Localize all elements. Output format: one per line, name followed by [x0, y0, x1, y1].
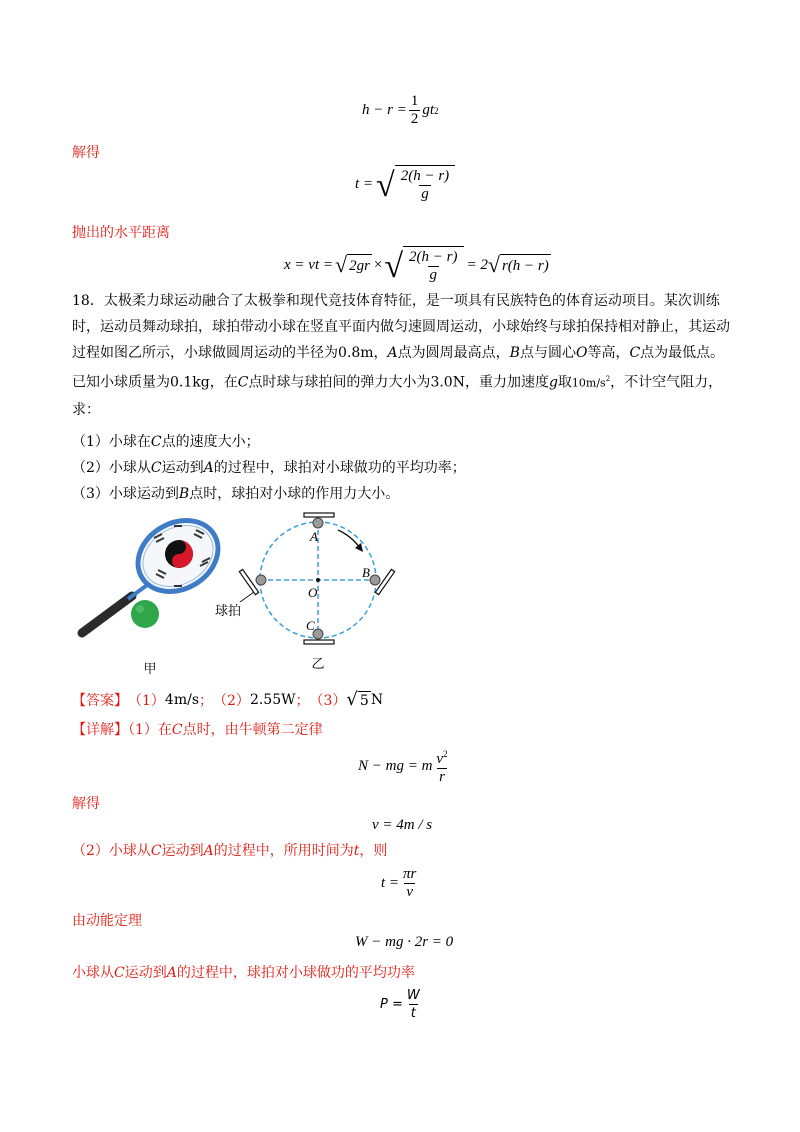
detail-t2: 点时，由牛顿第二定律	[182, 722, 323, 738]
problem-g: g	[548, 374, 558, 391]
q1-a: （1）小球在	[72, 434, 151, 450]
problem-text-5: 等高，	[587, 345, 630, 361]
detail-t1: （1）在	[128, 722, 172, 738]
problem-radius: 0.8m	[338, 345, 374, 361]
problem-18-statement	[72, 288, 732, 423]
problem-text-2: ，	[373, 345, 388, 361]
part2-c: C	[150, 843, 162, 859]
eq1-sup: 2	[434, 105, 439, 116]
label-racket: 球拍	[215, 604, 242, 619]
q2-b: 的过程中，球拍对小球做功的平均功率；	[213, 460, 466, 476]
answer-3-sqrt: √ 5	[346, 689, 369, 710]
part2-t2: 运动到	[161, 843, 204, 859]
answer-2: 2.55W	[249, 692, 296, 708]
label-solve-2: 解得	[72, 796, 100, 812]
q2-c: C	[150, 460, 162, 476]
eq3-times: ×	[373, 256, 383, 273]
eq4-num: v	[436, 751, 444, 767]
eq2-sqrt: √ $\frac{2(h - r)}{g}$	[376, 165, 455, 203]
answer-p3: （3）	[309, 693, 347, 709]
part3-t1: 小球从	[72, 965, 114, 981]
eq3-sqrt1: √ 2gr	[334, 252, 370, 277]
answer-3-unit: N	[370, 692, 384, 708]
label-solve-1: 解得	[72, 145, 100, 161]
part2-a: A	[203, 843, 214, 859]
label-horizontal-distance: 抛出的水平距离	[72, 225, 170, 241]
problem-text-6: 点为最低点。已知小球质量为	[72, 345, 725, 391]
part2-t3: 的过程中，所用时间为	[213, 843, 354, 859]
equation-velocity: v = 4m / s	[372, 817, 433, 833]
racket-illustration	[82, 508, 231, 633]
problem-gsup: 2	[605, 375, 611, 383]
eq3-rad1: 2gr	[347, 254, 372, 276]
part3-c: C	[114, 965, 125, 981]
equation-power	[380, 987, 424, 1022]
eq2-num: 2(h − r)	[400, 168, 450, 184]
problem-text-3: 点为圆周最高点，	[397, 345, 510, 361]
answer-p1: （1）	[128, 693, 165, 709]
eq1-num: 1	[410, 93, 419, 109]
eq6-den: v	[406, 884, 414, 900]
eq1-fraction	[409, 93, 421, 128]
eq8-lhs: P =	[380, 997, 403, 1012]
q2-pa: A	[203, 460, 214, 476]
problem-gval: 10m/s	[571, 376, 606, 390]
part2-t4: ，则	[359, 843, 388, 859]
question-3	[72, 483, 399, 503]
q2-m: 运动到	[161, 460, 204, 476]
answer-s1: ；	[199, 693, 214, 709]
eq8-den: t	[410, 1006, 416, 1021]
caption-yi: 乙	[311, 657, 325, 672]
q2-a: （2）小球从	[72, 460, 151, 476]
label-kinetic-theorem: 由动能定理	[72, 913, 142, 929]
eq1-lhs: h − r =	[362, 102, 407, 118]
problem-text-10: 取	[557, 374, 572, 391]
part3-t3: 的过程中，球拍对小球做功的平均功率	[176, 965, 415, 981]
label-o: O	[308, 585, 318, 600]
eq3-den: g	[429, 267, 438, 283]
point-a-ref: A	[387, 345, 398, 361]
part-3-line	[72, 962, 415, 982]
problem-force: 3.0N	[430, 374, 465, 391]
eq3-lhs: x = vt =	[284, 256, 333, 273]
point-o-ref: O	[575, 345, 588, 361]
answer-1: 4m/s	[164, 692, 200, 708]
eq8-num: W	[406, 988, 420, 1003]
problem-mass: 0.1kg	[170, 374, 210, 391]
part3-a: A	[166, 965, 177, 981]
eq3-sqrt2: √ $\frac{2(h - r)}{g}$	[384, 246, 463, 284]
equation-work: W − mg · 2r = 0	[355, 934, 454, 950]
equation-time-arc	[381, 866, 420, 901]
part3-t2: 运动到	[124, 965, 167, 981]
caption-jia: 甲	[143, 662, 157, 677]
question-1	[72, 431, 260, 451]
detail-tag: 【详解】	[72, 722, 128, 738]
eq1-rhs: gt	[422, 102, 435, 118]
eq4-lhs: N − mg = m	[358, 757, 433, 774]
problem-text-4: 点与圆心	[519, 345, 576, 361]
answer-tag: 【答案】	[72, 693, 128, 709]
eq3-sqrt3: √ r(h − r)	[487, 252, 549, 277]
eq3-eq: = 2	[466, 256, 488, 273]
q3-pb: B	[178, 486, 190, 502]
question-2	[72, 457, 466, 477]
equation-distance	[284, 246, 551, 284]
detail-line	[72, 719, 323, 739]
eq1-den: 2	[410, 111, 419, 127]
part2-t: t	[353, 843, 360, 859]
problem-text-8: 点时球与球拍间的弹力大小为	[248, 374, 431, 391]
answer-s2: ；	[295, 693, 310, 709]
eq3-num: 2(h − r)	[409, 249, 458, 265]
detail-c: C	[171, 722, 183, 738]
part2-t1: （2）小球从	[72, 843, 151, 859]
problem-text-7: ，在	[209, 374, 238, 391]
label-c: C	[306, 618, 315, 633]
label-a: A	[310, 529, 318, 544]
answer-line	[72, 690, 383, 710]
eq4-den: r	[439, 769, 445, 785]
answer-3-rad: 5	[359, 693, 369, 709]
point-c-ref: C	[629, 345, 641, 361]
problem-text-11: ，不计空气阻力，求：	[72, 374, 723, 418]
q1-c: C	[150, 434, 162, 450]
label-b: B	[362, 565, 370, 580]
point-c-ref-2: C	[237, 374, 249, 391]
point-b-ref: B	[509, 345, 520, 361]
problem-text-9: ，重力加速度	[464, 374, 549, 391]
problem-number: 18．	[72, 293, 104, 309]
eq6-lhs: t =	[381, 875, 400, 891]
part-2-line	[72, 840, 387, 860]
answer-p2: （2）	[213, 693, 250, 709]
problem-text-1: 太极柔力球运动融合了太极拳和现代竞技体育特征，是一项具有民族特色的体育运动项目。某次训练时，运动员舞动球拍，球拍带动小球在竖直平面内做匀速圆周运动，小球始终与球拍保持相对静止，其运动过程如图乙所示，小球做圆周运动的半径为	[72, 293, 730, 361]
eq2-lhs: t =	[355, 175, 374, 192]
eq2-den: g	[421, 186, 429, 202]
equation-newton	[358, 746, 452, 786]
q3-a: （3）小球运动到	[72, 486, 179, 502]
equation-fall-height	[362, 93, 439, 128]
eq3-rad2: r(h − r)	[500, 254, 551, 276]
eq4-sup: 2	[443, 749, 448, 759]
q1-b: 点的速度大小；	[161, 434, 260, 450]
equation-time	[355, 165, 455, 203]
q3-b: 点时，球拍对小球的作用力大小。	[189, 486, 400, 502]
eq6-num: πr	[403, 866, 417, 882]
figure-racket-and-circle	[70, 508, 410, 683]
